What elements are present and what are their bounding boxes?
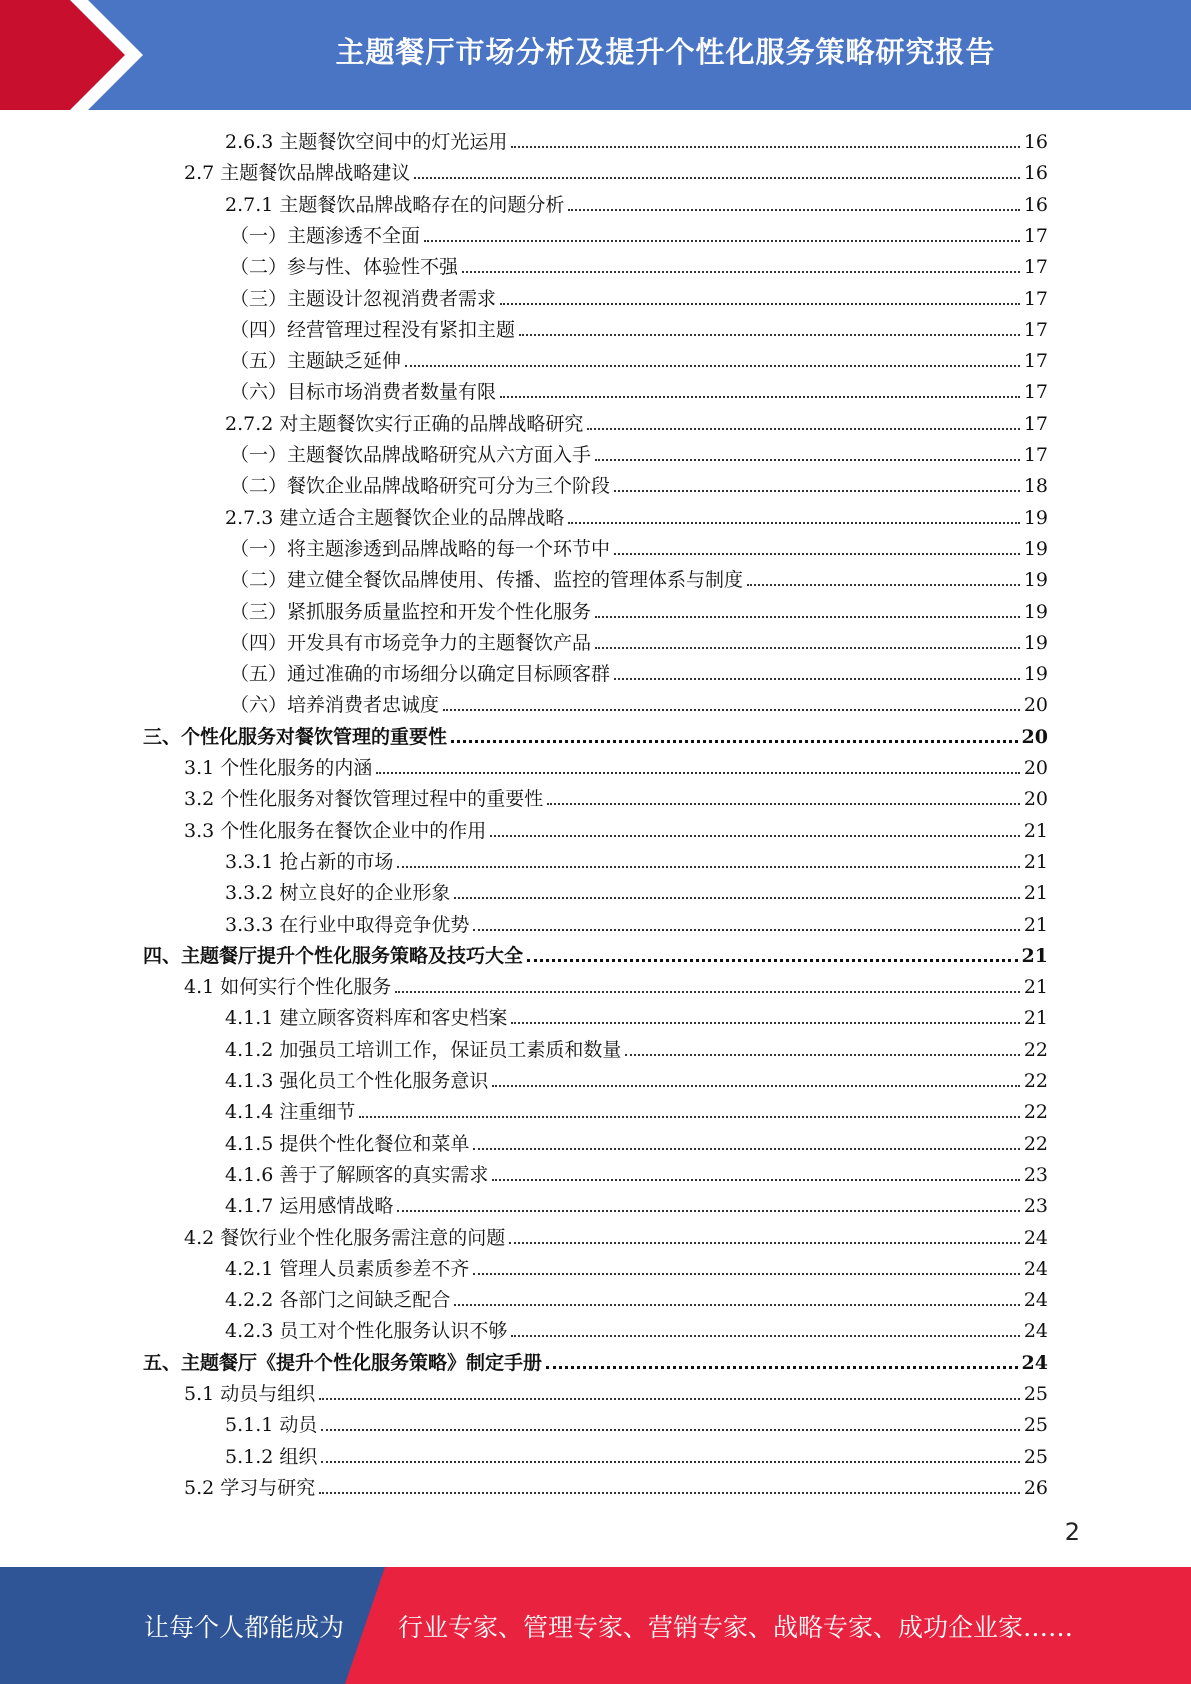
toc-entry-label: 4.2.2 各部门之间缺乏配合 xyxy=(225,1289,451,1312)
toc-entry-page: 23 xyxy=(1023,1195,1048,1218)
toc-entry-label: （五）通过准确的市场细分以确定目标顾客群 xyxy=(230,663,611,686)
toc-dot-leader xyxy=(595,647,1020,649)
toc-dot-leader xyxy=(614,553,1020,555)
toc-entry[interactable] xyxy=(230,252,1048,282)
toc-dot-leader xyxy=(473,1273,1019,1275)
page-footer xyxy=(0,1567,1191,1684)
toc-entry-page: 24 xyxy=(1023,1226,1048,1249)
toc-entry-label: （五）主题缺乏延伸 xyxy=(230,350,402,373)
toc-entry-page: 18 xyxy=(1023,475,1048,498)
toc-entry-page: 21 xyxy=(1023,976,1048,999)
toc-dot-leader xyxy=(527,959,1018,962)
toc-entry-label: 四、主题餐厅提升个性化服务策略及技巧大全 xyxy=(143,944,524,967)
toc-entry-page: 21 xyxy=(1023,882,1048,905)
toc-entry[interactable] xyxy=(230,284,1048,314)
toc-entry-page: 24 xyxy=(1023,1257,1048,1280)
toc-entry-label: （二）餐饮企业品牌战略研究可分为三个阶段 xyxy=(230,475,611,498)
toc-dot-leader xyxy=(509,1242,1020,1244)
toc-entry-page: 17 xyxy=(1023,444,1048,466)
toc-entry-page: 20 xyxy=(1023,694,1048,717)
toc-entry[interactable] xyxy=(184,1379,1048,1409)
toc-entry-page: 22 xyxy=(1023,1132,1048,1155)
toc-entry-label: （六）目标市场消费者数量有限 xyxy=(230,381,497,404)
toc-entry[interactable] xyxy=(225,910,1048,940)
toc-entry[interactable] xyxy=(230,346,1048,376)
toc-entry[interactable] xyxy=(230,440,1048,470)
toc-entry[interactable] xyxy=(230,597,1048,627)
toc-entry[interactable] xyxy=(143,1348,1048,1378)
toc-dot-leader xyxy=(595,616,1020,618)
toc-entry-label: 4.1 如何实行个性化服务 xyxy=(184,976,392,999)
toc-entry-label: 2.7.3 建立适合主题餐饮企业的品牌战略 xyxy=(225,506,565,529)
toc-entry[interactable] xyxy=(230,565,1048,595)
header-arrow-decoration xyxy=(0,0,148,110)
toc-dot-leader xyxy=(454,1304,1019,1306)
toc-entry-label: 4.1.2 加强员工培训工作，保证员工素质和数量 xyxy=(225,1038,622,1061)
toc-dot-leader xyxy=(462,271,1020,273)
toc-entry-label: 4.1.3 强化员工个性化服务意识 xyxy=(225,1070,489,1092)
toc-entry-label: 5.2 学习与研究 xyxy=(184,1476,316,1499)
toc-entry[interactable] xyxy=(184,1223,1048,1253)
toc-dot-leader xyxy=(500,396,1020,398)
toc-entry-label: 4.1.7 运用感情战略 xyxy=(225,1195,394,1218)
toc-dot-leader xyxy=(511,1335,1019,1337)
toc-entry[interactable] xyxy=(225,127,1048,157)
toc-entry[interactable] xyxy=(230,221,1048,251)
toc-entry-page: 20 xyxy=(1021,725,1048,748)
toc-entry-page: 17 xyxy=(1023,381,1048,404)
toc-entry-label: 2.7.2 对主题餐饮实行正确的品牌战略研究 xyxy=(225,412,584,435)
toc-entry-label: （三）紧抓服务质量监控和开发个性化服务 xyxy=(230,600,592,623)
toc-entry[interactable] xyxy=(225,1191,1048,1221)
toc-entry[interactable] xyxy=(184,1473,1048,1503)
toc-entry-page: 24 xyxy=(1023,1289,1048,1312)
toc-entry[interactable] xyxy=(225,1442,1048,1472)
toc-entry-label: 3.3.1 抢占新的市场 xyxy=(225,850,394,873)
toc-dot-leader xyxy=(454,897,1019,899)
toc-entry-page: 16 xyxy=(1023,131,1048,153)
toc-entry[interactable] xyxy=(225,1410,1048,1440)
toc-dot-leader xyxy=(595,459,1020,461)
toc-dot-leader xyxy=(546,1366,1018,1369)
toc-entry-label: 4.1.6 善于了解顾客的真实需求 xyxy=(225,1163,489,1186)
toc-entry[interactable] xyxy=(225,1285,1048,1315)
toc-entry-label: 3.1 个性化服务的内涵 xyxy=(184,757,373,779)
toc-dot-leader xyxy=(625,1054,1019,1056)
toc-entry-page: 25 xyxy=(1023,1445,1048,1468)
toc-entry[interactable] xyxy=(184,816,1048,846)
toc-entry-label: （三）主题设计忽视消费者需求 xyxy=(230,287,497,310)
toc-entry-label: 五、主题餐厅《提升个性化服务策略》制定手册 xyxy=(143,1351,543,1374)
toc-entry[interactable] xyxy=(225,1316,1048,1346)
toc-entry[interactable] xyxy=(230,690,1048,720)
toc-entry[interactable] xyxy=(230,315,1048,345)
toc-dot-leader xyxy=(511,146,1019,148)
toc-entry-page: 16 xyxy=(1023,193,1048,216)
document-title: 主题餐厅市场分析及提升个性化服务策略研究报告 xyxy=(335,34,996,69)
toc-dot-leader xyxy=(376,772,1020,774)
toc-entry-label: （二）建立健全餐饮品牌使用、传播、监控的管理体系与制度 xyxy=(230,569,744,592)
toc-entry-label: （四）经营管理过程没有紧扣主题 xyxy=(230,318,516,341)
toc-entry-label: 3.2 个性化服务对餐饮管理过程中的重要性 xyxy=(184,788,544,811)
toc-dot-leader xyxy=(321,1429,1019,1431)
toc-entry-page: 19 xyxy=(1023,537,1048,560)
toc-dot-leader xyxy=(473,929,1019,931)
toc-entry-label: 4.2.1 管理人员素质参差不齐 xyxy=(225,1257,470,1280)
toc-entry-label: 3.3.3 在行业中取得竞争优势 xyxy=(225,913,470,936)
toc-dot-leader xyxy=(587,428,1019,430)
toc-entry-page: 17 xyxy=(1023,287,1048,310)
toc-dot-leader xyxy=(500,303,1020,305)
toc-entry-page: 17 xyxy=(1023,224,1048,247)
toc-entry-label: 5.1.2 组织 xyxy=(225,1445,318,1468)
page-header xyxy=(0,0,1191,110)
toc-entry-page: 21 xyxy=(1021,944,1048,967)
toc-entry[interactable] xyxy=(184,972,1048,1002)
toc-entry[interactable] xyxy=(225,847,1048,877)
toc-entry-page: 19 xyxy=(1023,569,1048,592)
toc-entry-page: 21 xyxy=(1023,1007,1048,1030)
toc-dot-leader xyxy=(319,1398,1020,1400)
toc-entry-page: 16 xyxy=(1023,162,1048,185)
toc-entry-label: 5.1.1 动员 xyxy=(225,1414,318,1437)
toc-entry-label: （四）开发具有市场竞争力的主题餐饮产品 xyxy=(230,631,592,654)
toc-dot-leader xyxy=(405,365,1020,367)
toc-entry-label: （二）参与性、体验性不强 xyxy=(230,256,459,279)
toc-entry-label: （一）主题渗透不全面 xyxy=(230,224,421,247)
toc-dot-leader xyxy=(424,240,1020,242)
toc-dot-leader xyxy=(519,334,1020,336)
toc-entry[interactable] xyxy=(225,1254,1048,1284)
toc-entry-page: 25 xyxy=(1023,1383,1048,1405)
toc-entry-label: 4.2.3 员工对个性化服务认识不够 xyxy=(225,1320,508,1343)
toc-entry-page: 17 xyxy=(1023,318,1048,341)
toc-entry-label: 2.7 主题餐饮品牌战略建议 xyxy=(184,162,411,185)
toc-entry[interactable] xyxy=(225,1035,1048,1065)
toc-entry-label: 4.2 餐饮行业个性化服务需注意的问题 xyxy=(184,1226,506,1249)
toc-entry[interactable] xyxy=(184,784,1048,814)
toc-entry-page: 22 xyxy=(1023,1038,1048,1061)
toc-entry-page: 17 xyxy=(1023,412,1048,435)
toc-dot-leader xyxy=(614,490,1020,492)
toc-entry-page: 21 xyxy=(1023,913,1048,936)
toc-dot-leader xyxy=(547,803,1020,805)
toc-entry-label: 4.1.1 建立顾客资料库和客史档案 xyxy=(225,1007,508,1030)
toc-entry-label: 2.7.1 主题餐饮品牌战略存在的问题分析 xyxy=(225,193,565,216)
footer-slogan-right: 行业专家、管理专家、营销专家、战略专家、成功企业家…… xyxy=(398,1612,1074,1642)
toc-entry[interactable] xyxy=(225,190,1048,220)
toc-entry[interactable] xyxy=(143,941,1048,971)
footer-slogan-left: 让每个人都能成为 xyxy=(144,1612,345,1642)
toc-entry[interactable] xyxy=(225,503,1048,533)
toc-dot-leader xyxy=(492,1179,1019,1181)
toc-dot-leader xyxy=(319,1492,1020,1494)
toc-dot-leader xyxy=(451,740,1018,743)
toc-entry-label: 3.3.2 树立良好的企业形象 xyxy=(225,882,451,905)
toc-entry[interactable] xyxy=(225,878,1048,908)
toc-entry[interactable] xyxy=(225,409,1048,439)
toc-entry[interactable] xyxy=(184,158,1048,188)
toc-entry-label: （一）主题餐饮品牌战略研究从六方面入手 xyxy=(230,444,592,466)
toc-entry-page: 19 xyxy=(1023,663,1048,686)
toc-entry[interactable] xyxy=(225,1003,1048,1033)
toc-entry-page: 21 xyxy=(1023,850,1048,873)
toc-entry-label: 2.6.3 主题餐饮空间中的灯光运用 xyxy=(225,131,508,153)
toc-entry-label: 4.1.4 注重细节 xyxy=(225,1101,356,1124)
toc-entry-page: 17 xyxy=(1023,256,1048,279)
toc-dot-leader xyxy=(490,835,1020,837)
toc-entry-label: （六）培养消费者忠诚度 xyxy=(230,694,440,717)
toc-entry-page: 26 xyxy=(1023,1476,1048,1499)
toc-entry[interactable] xyxy=(225,1129,1048,1159)
toc-dot-leader xyxy=(395,991,1020,993)
toc-entry[interactable] xyxy=(230,377,1048,407)
toc-entry-label: 3.3 个性化服务在餐饮企业中的作用 xyxy=(184,819,487,842)
toc-entry-label: 三、个性化服务对餐饮管理的重要性 xyxy=(143,725,448,748)
toc-entry-page: 21 xyxy=(1023,819,1048,842)
toc-dot-leader xyxy=(747,584,1020,586)
page-number: 2 xyxy=(1064,1518,1080,1546)
toc-entry-page: 17 xyxy=(1023,350,1048,373)
toc-dot-leader xyxy=(321,1461,1019,1463)
toc-dot-leader xyxy=(397,1210,1019,1212)
toc-entry-page: 25 xyxy=(1023,1414,1048,1437)
toc-entry-page: 22 xyxy=(1023,1070,1048,1092)
toc-entry[interactable] xyxy=(225,1097,1048,1127)
toc-entry-page: 24 xyxy=(1021,1351,1048,1374)
toc-entry-page: 24 xyxy=(1023,1320,1048,1343)
toc-entry-label: 4.1.5 提供个性化餐位和菜单 xyxy=(225,1132,470,1155)
toc-dot-leader xyxy=(473,1148,1019,1150)
toc-entry-page: 22 xyxy=(1023,1101,1048,1124)
toc-entry[interactable] xyxy=(230,628,1048,658)
toc-dot-leader xyxy=(397,866,1019,868)
toc-entry-page: 19 xyxy=(1023,631,1048,654)
toc-entry[interactable] xyxy=(143,722,1048,752)
toc-entry-label: 5.1 动员与组织 xyxy=(184,1383,316,1405)
toc-dot-leader xyxy=(414,177,1020,179)
toc-dot-leader xyxy=(614,678,1020,680)
toc-dot-leader xyxy=(511,1022,1019,1024)
toc-entry-page: 19 xyxy=(1023,600,1048,623)
toc-dot-leader xyxy=(359,1116,1019,1118)
toc-entry-page: 19 xyxy=(1023,506,1048,529)
toc-entry[interactable] xyxy=(225,1160,1048,1190)
toc-entry[interactable] xyxy=(230,534,1048,564)
toc-dot-leader xyxy=(492,1085,1019,1087)
toc-entry[interactable] xyxy=(230,659,1048,689)
toc-dot-leader xyxy=(568,522,1019,524)
toc-entry-page: 20 xyxy=(1023,757,1048,779)
toc-dot-leader xyxy=(568,209,1019,211)
toc-dot-leader xyxy=(443,709,1020,711)
toc-entry-page: 23 xyxy=(1023,1163,1048,1186)
toc-entry[interactable] xyxy=(225,1066,1048,1096)
toc-entry[interactable] xyxy=(230,471,1048,501)
toc-entry[interactable] xyxy=(184,753,1048,783)
toc-entry-label: （一）将主题渗透到品牌战略的每一个环节中 xyxy=(230,537,611,560)
toc-entry-page: 20 xyxy=(1023,788,1048,811)
